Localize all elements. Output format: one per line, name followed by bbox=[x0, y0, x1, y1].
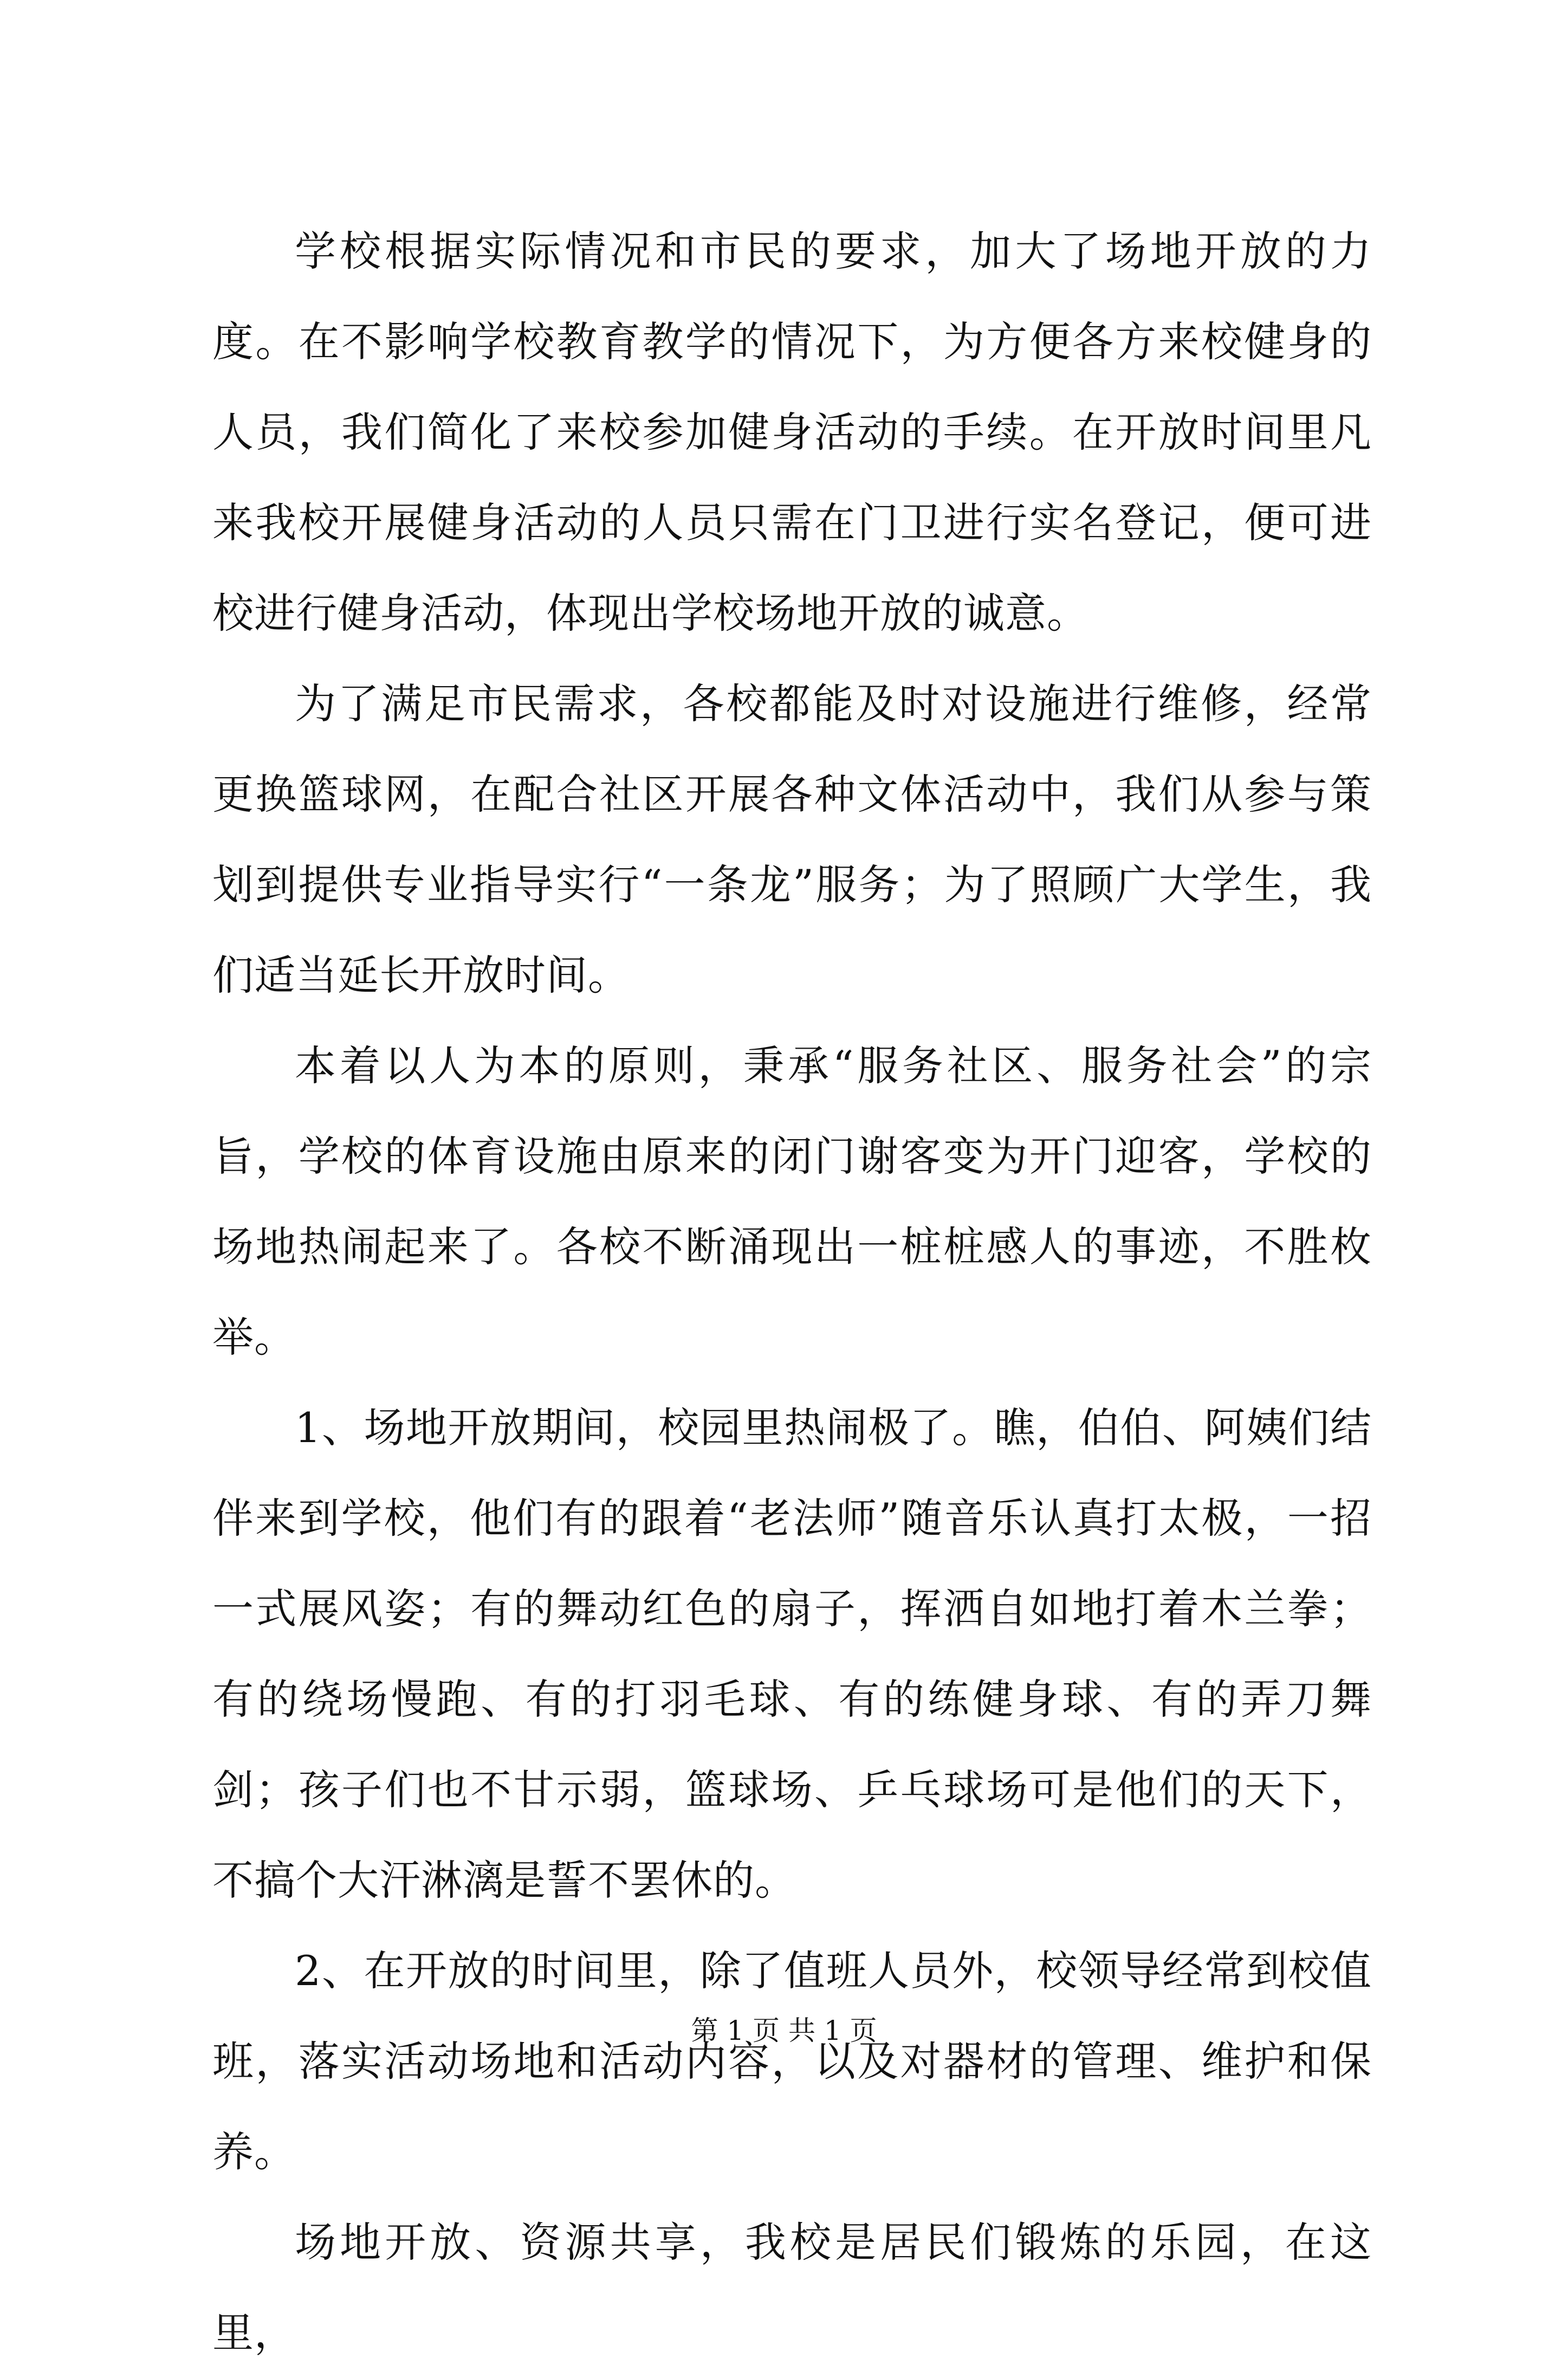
paragraph-4: 1、场地开放期间，校园里热闹极了。瞧，伯伯、阿姨们结伴来到学校，他们有的跟着“老法师”随音乐认真打太极，一招一式展风姿；有的舞动红色的扇子，挥洒自如地打着木兰拳；有的绕场慢跑、有的打羽毛球、有的练健身球、有的弄刀舞剑；孩子们也不甘示弱，篮球场、乒乓球场可是他们的天下，不搞个大汗淋漓是誓不罢休的。 bbox=[212, 1404, 1372, 1904]
paragraph-3: 本着以人为本的原则，秉承“服务社区、服务社会”的宗旨，学校的体育设施由原来的闭门谢客变为开门迎客，学校的场地热闹起来了。各校不断涌现出一桩桩感人的事迹，不胜枚举。 bbox=[212, 1042, 1372, 1361]
paragraph-1: 学校根据实际情况和市民的要求，加大了场地开放的力度。在不影响学校教育教学的情况下，为方便各方来校健身的人员，我们简化了来校参加健身活动的手续。在开放时间里凡来我校开展健身活动的人员只需在门卫进行实名登记，便可进校进行健身活动，体现出学校场地开放的诚意。 bbox=[212, 227, 1372, 637]
page-footer bbox=[0, 2012, 1568, 2050]
paragraph-5: 2、在开放的时间里，除了值班人员外，校领导经常到校值班，落实活动场地和活动内容，以及对器材的管理、维护和保养。 bbox=[212, 1947, 1372, 2176]
page-number-label: 第 1 页 共 1 页 bbox=[691, 2015, 877, 2046]
paragraph-6: 场地开放、资源共享，我校是居民们锻炼的乐园，在这里， bbox=[212, 2218, 1372, 2357]
paragraph-2: 为了满足市民需求，各校都能及时对设施进行维修，经常更换篮球网，在配合社区开展各种文体活动中，我们从参与策划到提供专业指导实行“一条龙”服务；为了照顾广大学生，我们适当延长开放时间。 bbox=[212, 680, 1372, 999]
body-text bbox=[212, 206, 1372, 2378]
